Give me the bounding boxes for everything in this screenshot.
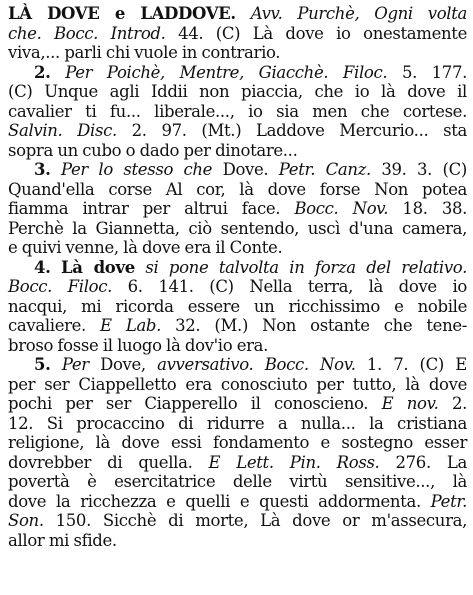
citation-ref: 2. xyxy=(451,394,467,413)
citation-source: Bocc. Filoc. xyxy=(8,277,112,296)
citation-text: cavaliere. xyxy=(8,316,86,335)
entry-line-10: Quand'ella corse Al cor, là dove forse Non potea xyxy=(8,179,467,199)
sense-definition: Per lo stesso che xyxy=(61,160,213,179)
entry-line-2 xyxy=(8,24,467,44)
citation-text: 2. 97. (Mt.) Laddove Mercurio... sta xyxy=(131,121,467,140)
entry-line-11 xyxy=(8,199,467,219)
entry-line-27 xyxy=(8,511,467,531)
citation-ref: 276. La xyxy=(395,452,467,472)
sense-term: Là dove xyxy=(61,257,135,277)
entry-line-5: (C) Unque agli Iddii non piaccia, che io là dove il xyxy=(8,82,467,101)
citation-source: Petr. Canz. xyxy=(278,160,371,179)
citation-source: E Lab. xyxy=(100,316,162,335)
sense-number: 2. xyxy=(34,62,51,82)
entry-line-16: nacqui, mi ricorda essere un ricchissimo e nobile xyxy=(8,296,467,316)
citation-text: 6. 141. (C) Nella terra, là dove io xyxy=(127,277,467,296)
citation-source: che. Bocc. Introd. xyxy=(8,23,166,43)
sense-definition-end: del relativo. xyxy=(366,257,467,277)
entry-line-26 xyxy=(8,492,467,512)
entry-line-28: allor mi sfide. xyxy=(8,530,117,550)
entry-line-13: e quivi venne, là dove era il Conte. xyxy=(8,238,283,257)
sense-3-line xyxy=(8,160,467,180)
sense-definition: Per xyxy=(61,355,89,374)
citation-text: dovrebber di quella. xyxy=(8,452,193,472)
entry-line-22: 12. Si procaccino di ridurre a nulla... la cristiana xyxy=(8,413,467,433)
sense-number: 3. xyxy=(34,160,51,179)
entry-line-18: broso fosse il luogo là dov'io era. xyxy=(8,335,269,355)
entry-line-21 xyxy=(8,394,467,414)
entry-line-15 xyxy=(8,277,467,297)
citation-text: (C) Là dove io onestamente xyxy=(215,23,467,43)
citation-source: Petr. xyxy=(430,491,467,511)
entry-line-8: sopra un cubo o dado per dinotare... xyxy=(8,140,298,160)
entry-line-17 xyxy=(8,316,467,336)
citation-text: dove la ricchezza e quelli e questi addormenta. xyxy=(8,491,421,511)
entry-line-25: povertà è esercitatrice delle virtù sensitive..., là xyxy=(8,472,467,491)
sense-definition: Per Poichè, Mentre, Giacchè. Filoc. xyxy=(65,62,388,82)
entry-line-1 xyxy=(8,4,467,24)
sense-number: 4. xyxy=(34,257,51,277)
sense-2-line xyxy=(8,63,467,83)
citation-ref: 1. 7. (C) E xyxy=(366,355,467,374)
sense-term: Dove, xyxy=(100,355,146,374)
entry-line-23: religione, là dove essi fondamento e sostegno esser xyxy=(8,433,467,452)
citation-source: E nov. xyxy=(381,394,439,413)
sense-term: Dove. xyxy=(222,160,269,179)
entry-headword: LÀ DOVE e LADDOVE. xyxy=(8,4,236,23)
citation-ref: 44. xyxy=(178,23,204,43)
citation-source: Bocc. Nov. xyxy=(294,199,389,218)
citation-text: fiamma intrar per altrui face. xyxy=(8,199,281,218)
sense-number: 5. xyxy=(34,355,51,374)
entry-line-20: per ser Ciappelletto era conosciuto per tutto, là dove xyxy=(8,374,467,394)
entry-line-24 xyxy=(8,453,467,473)
citation-source: Son. xyxy=(8,511,44,530)
citation-ref: 32. (M.) Non ostante che tene- xyxy=(175,316,467,335)
entry-definition: Avv. Purchè, Ogni volta xyxy=(250,4,467,23)
sense-definition-forza: forza xyxy=(315,257,356,277)
sense-4-line xyxy=(8,258,467,278)
sense-5-line xyxy=(8,355,467,375)
entry-line-12: Perchè la Giannetta, ciò sentendo, uscì d'una camera, xyxy=(8,218,467,238)
citation-source: Salvin. Disc. xyxy=(8,121,117,140)
entry-line-6: cavalier ti fu... liberale..., io sia men che cortese. xyxy=(8,101,467,121)
citation-source: avversativo. Bocc. Nov. xyxy=(157,355,356,374)
citation-source: E Lett. Pin. Ross. xyxy=(208,452,380,472)
citation-text: 150. Sicchè di morte, Là dove or m'assecura, xyxy=(55,511,467,530)
citation-ref: 39. 3. (C) xyxy=(381,160,467,179)
citation-ref: 5. 177. xyxy=(401,62,467,82)
citation-text: pochi per ser Ciapperello il conoscieno. xyxy=(8,394,369,413)
sense-definition: si pone talvolta in xyxy=(145,257,305,277)
entry-line-3: viva,... parli chi vuole in contrario. xyxy=(8,43,281,62)
entry-line-7 xyxy=(8,121,467,141)
citation-ref: 18. 38. xyxy=(402,199,468,218)
